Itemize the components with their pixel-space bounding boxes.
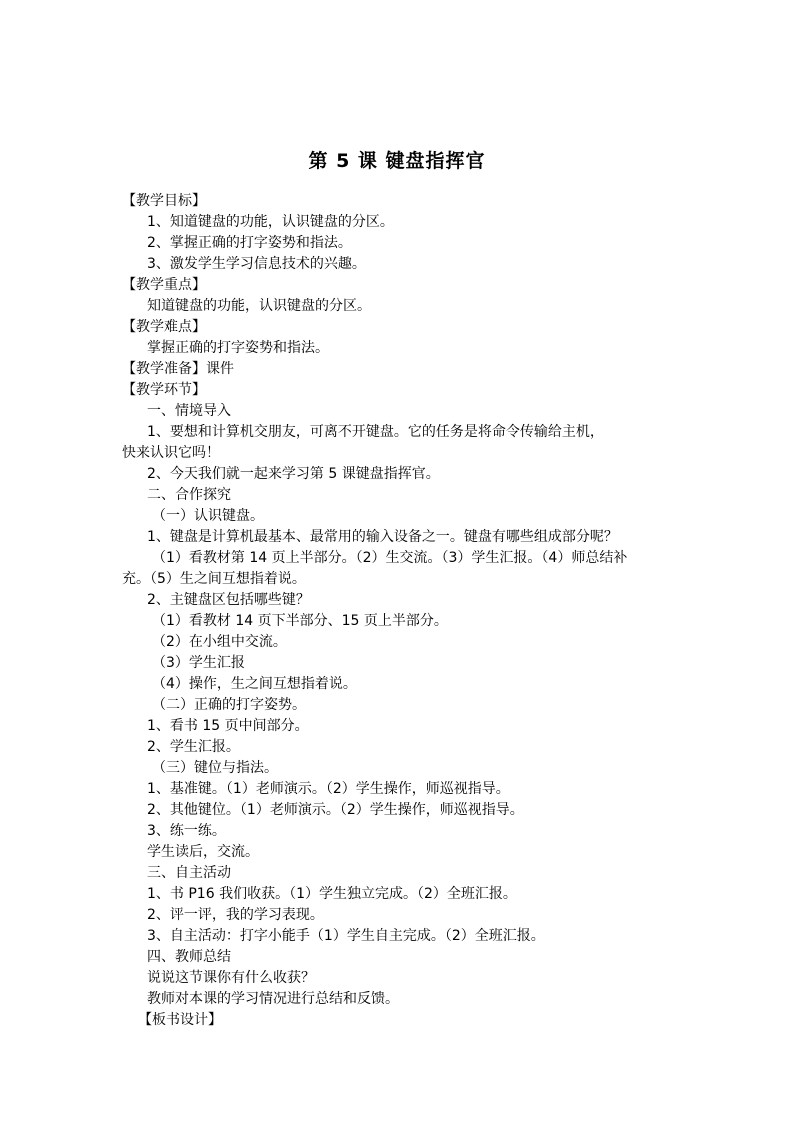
text-line: 1、知道键盘的功能，认识键盘的分区。 xyxy=(147,214,394,230)
section-heading-objectives: 【教学目标】 xyxy=(122,193,206,209)
text-line: （1）看教材 14 页下半部分、15 页上半部分。 xyxy=(152,613,448,629)
text-line: （一）认识键盘。 xyxy=(152,508,264,524)
text-line: 快来认识它吗！ xyxy=(122,445,220,461)
text-line: 3、自主活动：打字小能手（1）学生自主完成。（2）全班汇报。 xyxy=(147,928,545,944)
subsection-heading: 二、合作探究 xyxy=(147,487,231,503)
text-line: 2、其他键位。（1）老师演示。（2）学生操作，师巡视指导。 xyxy=(147,802,524,818)
subsection-heading: 一、情境导入 xyxy=(147,403,231,419)
text-line: 知道键盘的功能，认识键盘的分区。 xyxy=(147,298,371,314)
text-line: 1、键盘是计算机最基本、最常用的输入设备之一。键盘有哪些组成部分呢？ xyxy=(147,529,618,545)
text-line: 2、评一评，我的学习表现。 xyxy=(147,907,324,923)
text-line: 2、掌握正确的打字姿势和指法。 xyxy=(147,235,352,251)
section-heading-board-design: 【板书设计】 xyxy=(138,1012,222,1028)
text-line: 3、练一练。 xyxy=(147,823,226,839)
text-line: 1、书 P16 我们收获。（1）学生独立完成。（2）全班汇报。 xyxy=(147,886,517,902)
subsection-heading: 三、自主活动 xyxy=(147,865,231,881)
text-line: 3、激发学生学习信息技术的兴趣。 xyxy=(147,256,366,272)
text-line: 教师对本课的学习情况进行总结和反馈。 xyxy=(147,991,399,1007)
text-line: （三）键位与指法。 xyxy=(152,760,278,776)
text-line: 学生读后，交流。 xyxy=(147,844,259,860)
page-title: 第 5 课 键盘指挥官 xyxy=(308,150,486,172)
section-heading-difficulties: 【教学难点】 xyxy=(122,319,206,335)
text-line: （3）学生汇报 xyxy=(152,655,245,671)
text-line: 1、要想和计算机交朋友，可离不开键盘。它的任务是将命令传输给主机， xyxy=(147,424,604,440)
subsection-heading: 四、教师总结 xyxy=(147,949,231,965)
text-line: （4）操作，生之间互想指着说。 xyxy=(152,676,357,692)
text-line: 2、今天我们就一起来学习第 5 课键盘指挥官。 xyxy=(147,466,440,482)
text-line: 掌握正确的打字姿势和指法。 xyxy=(147,340,329,356)
text-line: 说说这节课你有什么收获？ xyxy=(147,970,315,986)
text-line: 2、主键盘区包括哪些键？ xyxy=(147,592,310,608)
text-line: （2）在小组中交流。 xyxy=(152,634,287,650)
text-line: 充。（5）生之间互想指着说。 xyxy=(122,571,306,587)
text-line: 2、学生汇报。 xyxy=(147,739,240,755)
text-line: （二）正确的打字姿势。 xyxy=(152,697,306,713)
text-line: 1、看书 15 页中间部分。 xyxy=(147,718,309,734)
text-line: （1）看教材第 14 页上半部分。（2）生交流。（3）学生汇报。（4）师总结补 xyxy=(152,550,628,566)
section-heading-preparation: 【教学准备】课件 xyxy=(122,361,234,377)
section-heading-procedure: 【教学环节】 xyxy=(122,382,206,398)
text-line: 1、基准键。（1）老师演示。（2）学生操作，师巡视指导。 xyxy=(147,781,510,797)
section-heading-key-points: 【教学重点】 xyxy=(122,277,206,293)
